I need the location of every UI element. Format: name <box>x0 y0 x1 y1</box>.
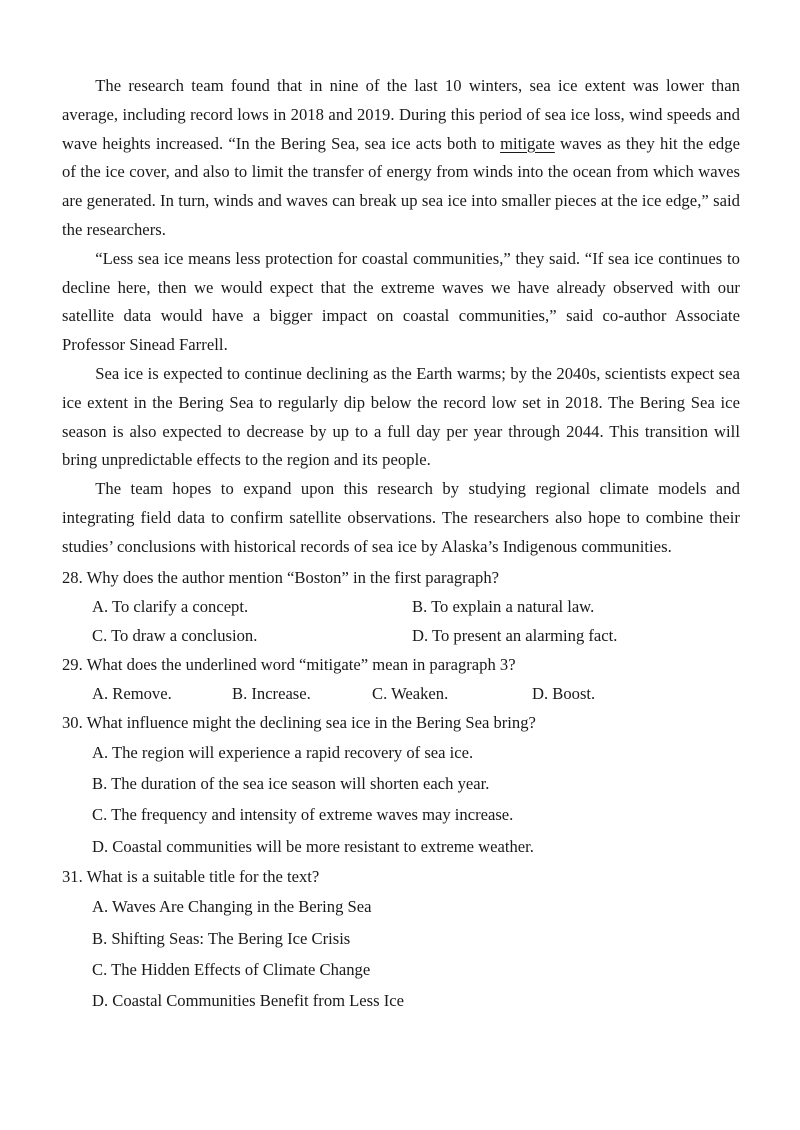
question-31 <box>62 862 740 1017</box>
option-row <box>62 679 740 708</box>
option-c[interactable]: C. To draw a conclusion. <box>92 625 258 645</box>
option-a[interactable]: A. To clarify a concept. <box>92 596 249 616</box>
underlined-word: mitigate <box>500 133 555 153</box>
question-30 <box>62 708 740 863</box>
question-list <box>62 563 740 1017</box>
option-d[interactable]: D. Coastal communities will be more resistant to extreme weather. <box>92 836 534 856</box>
option-c[interactable]: C. The Hidden Effects of Climate Change <box>92 959 371 979</box>
passage-paragraph: Sea ice is expected to continue declining as the Earth warms; by the 2040s, scientists expect sea ice extent in the Bering Sea to regularly dip below the record low set in 2018. The Bering Sea ice season is also expected to decrease by up to a full day per year through 2044. This transition will bring unpredictable effects to the region and its people. <box>62 363 740 470</box>
option-list <box>62 891 740 1017</box>
passage-paragraph: “Less sea ice means less protection for coastal communities,” they said. “If sea ice continues to decline here, then we would expect that the extreme waves we have already observed with our satellite data would have a bigger impact on coastal communities,” said co-author Associate Professor Sinead Farrell. <box>62 248 740 355</box>
option-c[interactable]: C. Weaken. <box>372 683 449 703</box>
option-d[interactable]: D. Coastal Communities Benefit from Less Ice <box>92 991 404 1011</box>
option-b[interactable]: B. Shifting Seas: The Bering Ice Crisis <box>92 928 351 948</box>
question-29 <box>62 650 740 708</box>
option-b[interactable]: B. Increase. <box>232 683 311 703</box>
question-stem: 31. What is a suitable title for the text? <box>62 867 320 887</box>
question-stem: 29. What does the underlined word “mitigate” mean in paragraph 3? <box>62 654 516 674</box>
option-b[interactable]: B. To explain a natural law. <box>412 596 595 616</box>
question-stem: 28. Why does the author mention “Boston” in the first paragraph? <box>62 567 500 587</box>
option-grid <box>62 592 740 650</box>
passage-paragraph <box>62 72 740 245</box>
option-c[interactable]: C. The frequency and intensity of extreme waves may increase. <box>92 805 514 825</box>
question-28 <box>62 563 740 650</box>
paragraph-text: waves as they hit the edge of the ice cover, and also to limit the transfer of energy from winds into the ocean from which waves are generated. In turn, winds and waves can break up sea ice into smaller pieces at the ice edge,” said the researchers. <box>62 133 740 239</box>
option-list <box>62 737 740 863</box>
option-b[interactable]: B. The duration of the sea ice season will shorten each year. <box>92 773 490 793</box>
passage-paragraph: The team hopes to expand upon this research by studying regional climate models and integrating field data to confirm satellite observations. The researchers also hope to combine their studies’ conclusions with historical records of sea ice by Alaska’s Indigenous communities. <box>62 479 740 556</box>
option-d[interactable]: D. To present an alarming fact. <box>412 625 618 645</box>
option-d[interactable]: D. Boost. <box>532 683 596 703</box>
option-a[interactable]: A. The region will experience a rapid recovery of sea ice. <box>92 742 474 762</box>
reading-passage <box>62 72 740 562</box>
question-stem: 30. What influence might the declining sea ice in the Bering Sea bring? <box>62 712 536 732</box>
option-a[interactable]: A. Waves Are Changing in the Bering Sea <box>92 897 372 917</box>
option-a[interactable]: A. Remove. <box>92 683 172 703</box>
paragraph-text: The research team found that in nine of the last 10 winters, sea ice extent was lower than average, including record lows in 2018 and 2019. During this period of sea ice loss, wind speeds and wave heights increased. “In the Bering Sea, sea ice acts both to <box>62 76 740 153</box>
exam-page <box>62 72 740 1017</box>
